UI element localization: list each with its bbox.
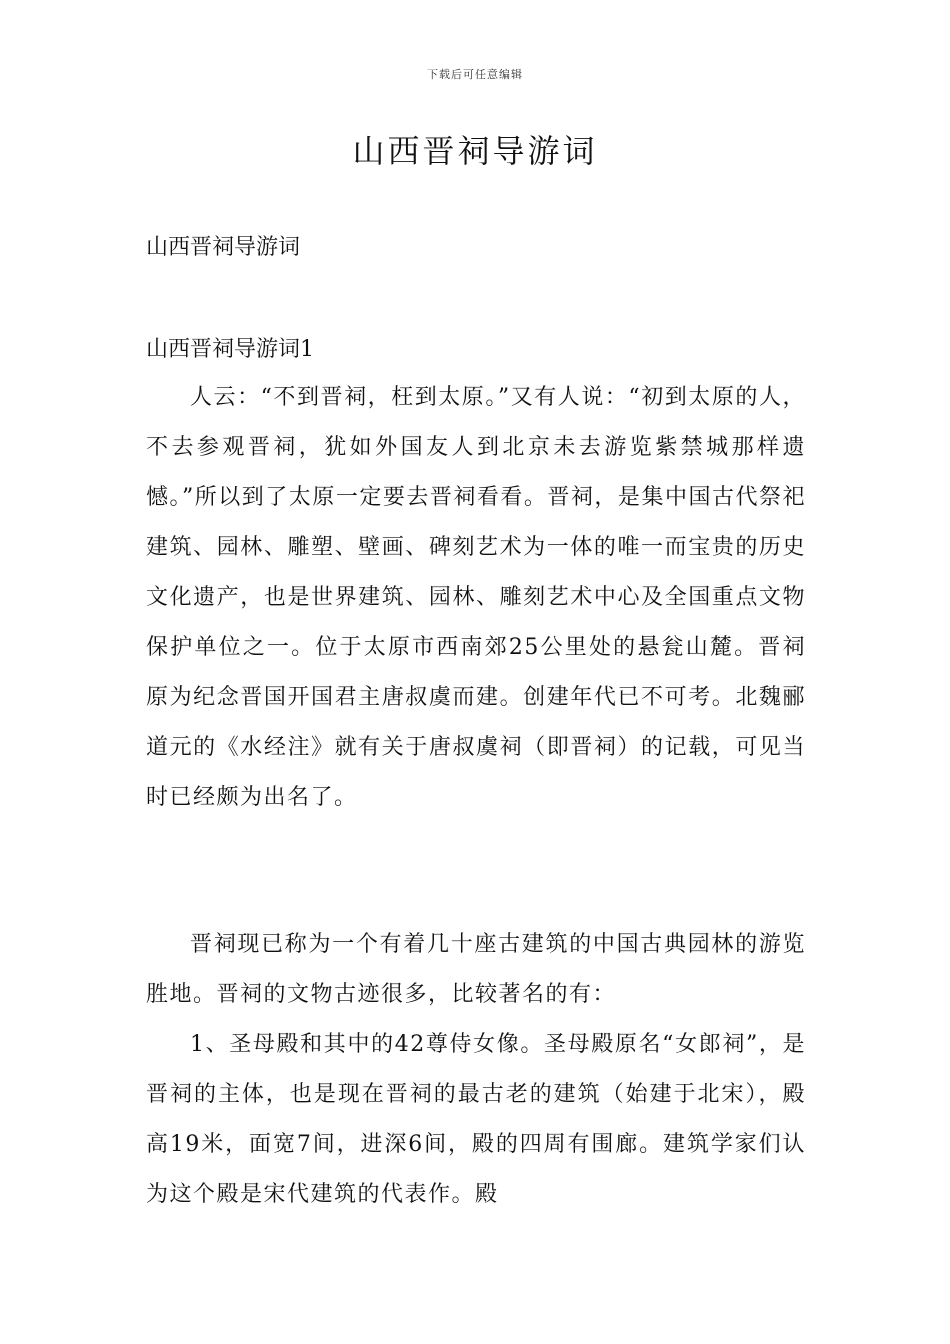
document-title: 山西晋祠导游词 xyxy=(352,132,598,170)
paragraph-intro: 人云：“不到晋祠，枉到太原。”又有人说：“初到太原的人，不去参观晋祠，犹如外国友人到北京未去游览紫禁城那样遗憾。”所以到了太原一定要去晋祠看看。晋祠，是集中国古代祭祀建筑、园林、雕塑、壁画、碑刻艺术为一体的唯一而宝贵的历史文化遗产，也是世界建筑、园林、雕刻艺术中心及全国重点文物保护单位之一。位于太原市西南郊25公里处的悬瓮山麓。晋祠原为纪念晋国开国君主唐叔虞而建。创建年代已不可考。北魏郦道元的《水经注》就有关于唐叔虞祠（即晋祠）的记载，可见当时已经颇为出名了。 xyxy=(146,385,806,810)
paragraph-overview: 晋祠现已称为一个有着几十座古建筑的中国古典园林的游览胜地。晋祠的文物古迹很多，比较著名的有： xyxy=(146,932,806,1007)
header-note: 下载后可任意编辑 xyxy=(427,68,523,81)
document-subtitle: 山西晋祠导游词 xyxy=(146,235,301,260)
section-heading: 山西晋祠导游词1 xyxy=(146,337,314,362)
paragraph-shengmu-hall: 1、圣母殿和其中的42尊侍女像。圣母殿原名“女郎祠”，是晋祠的主体，也是现在晋祠的最古老的建筑（始建于北宋），殿高19米，面宽7间，进深6间，殿的四周有围廊。建筑学家们认为这个殿是宋代建筑的代表作。殿 xyxy=(146,1032,806,1207)
